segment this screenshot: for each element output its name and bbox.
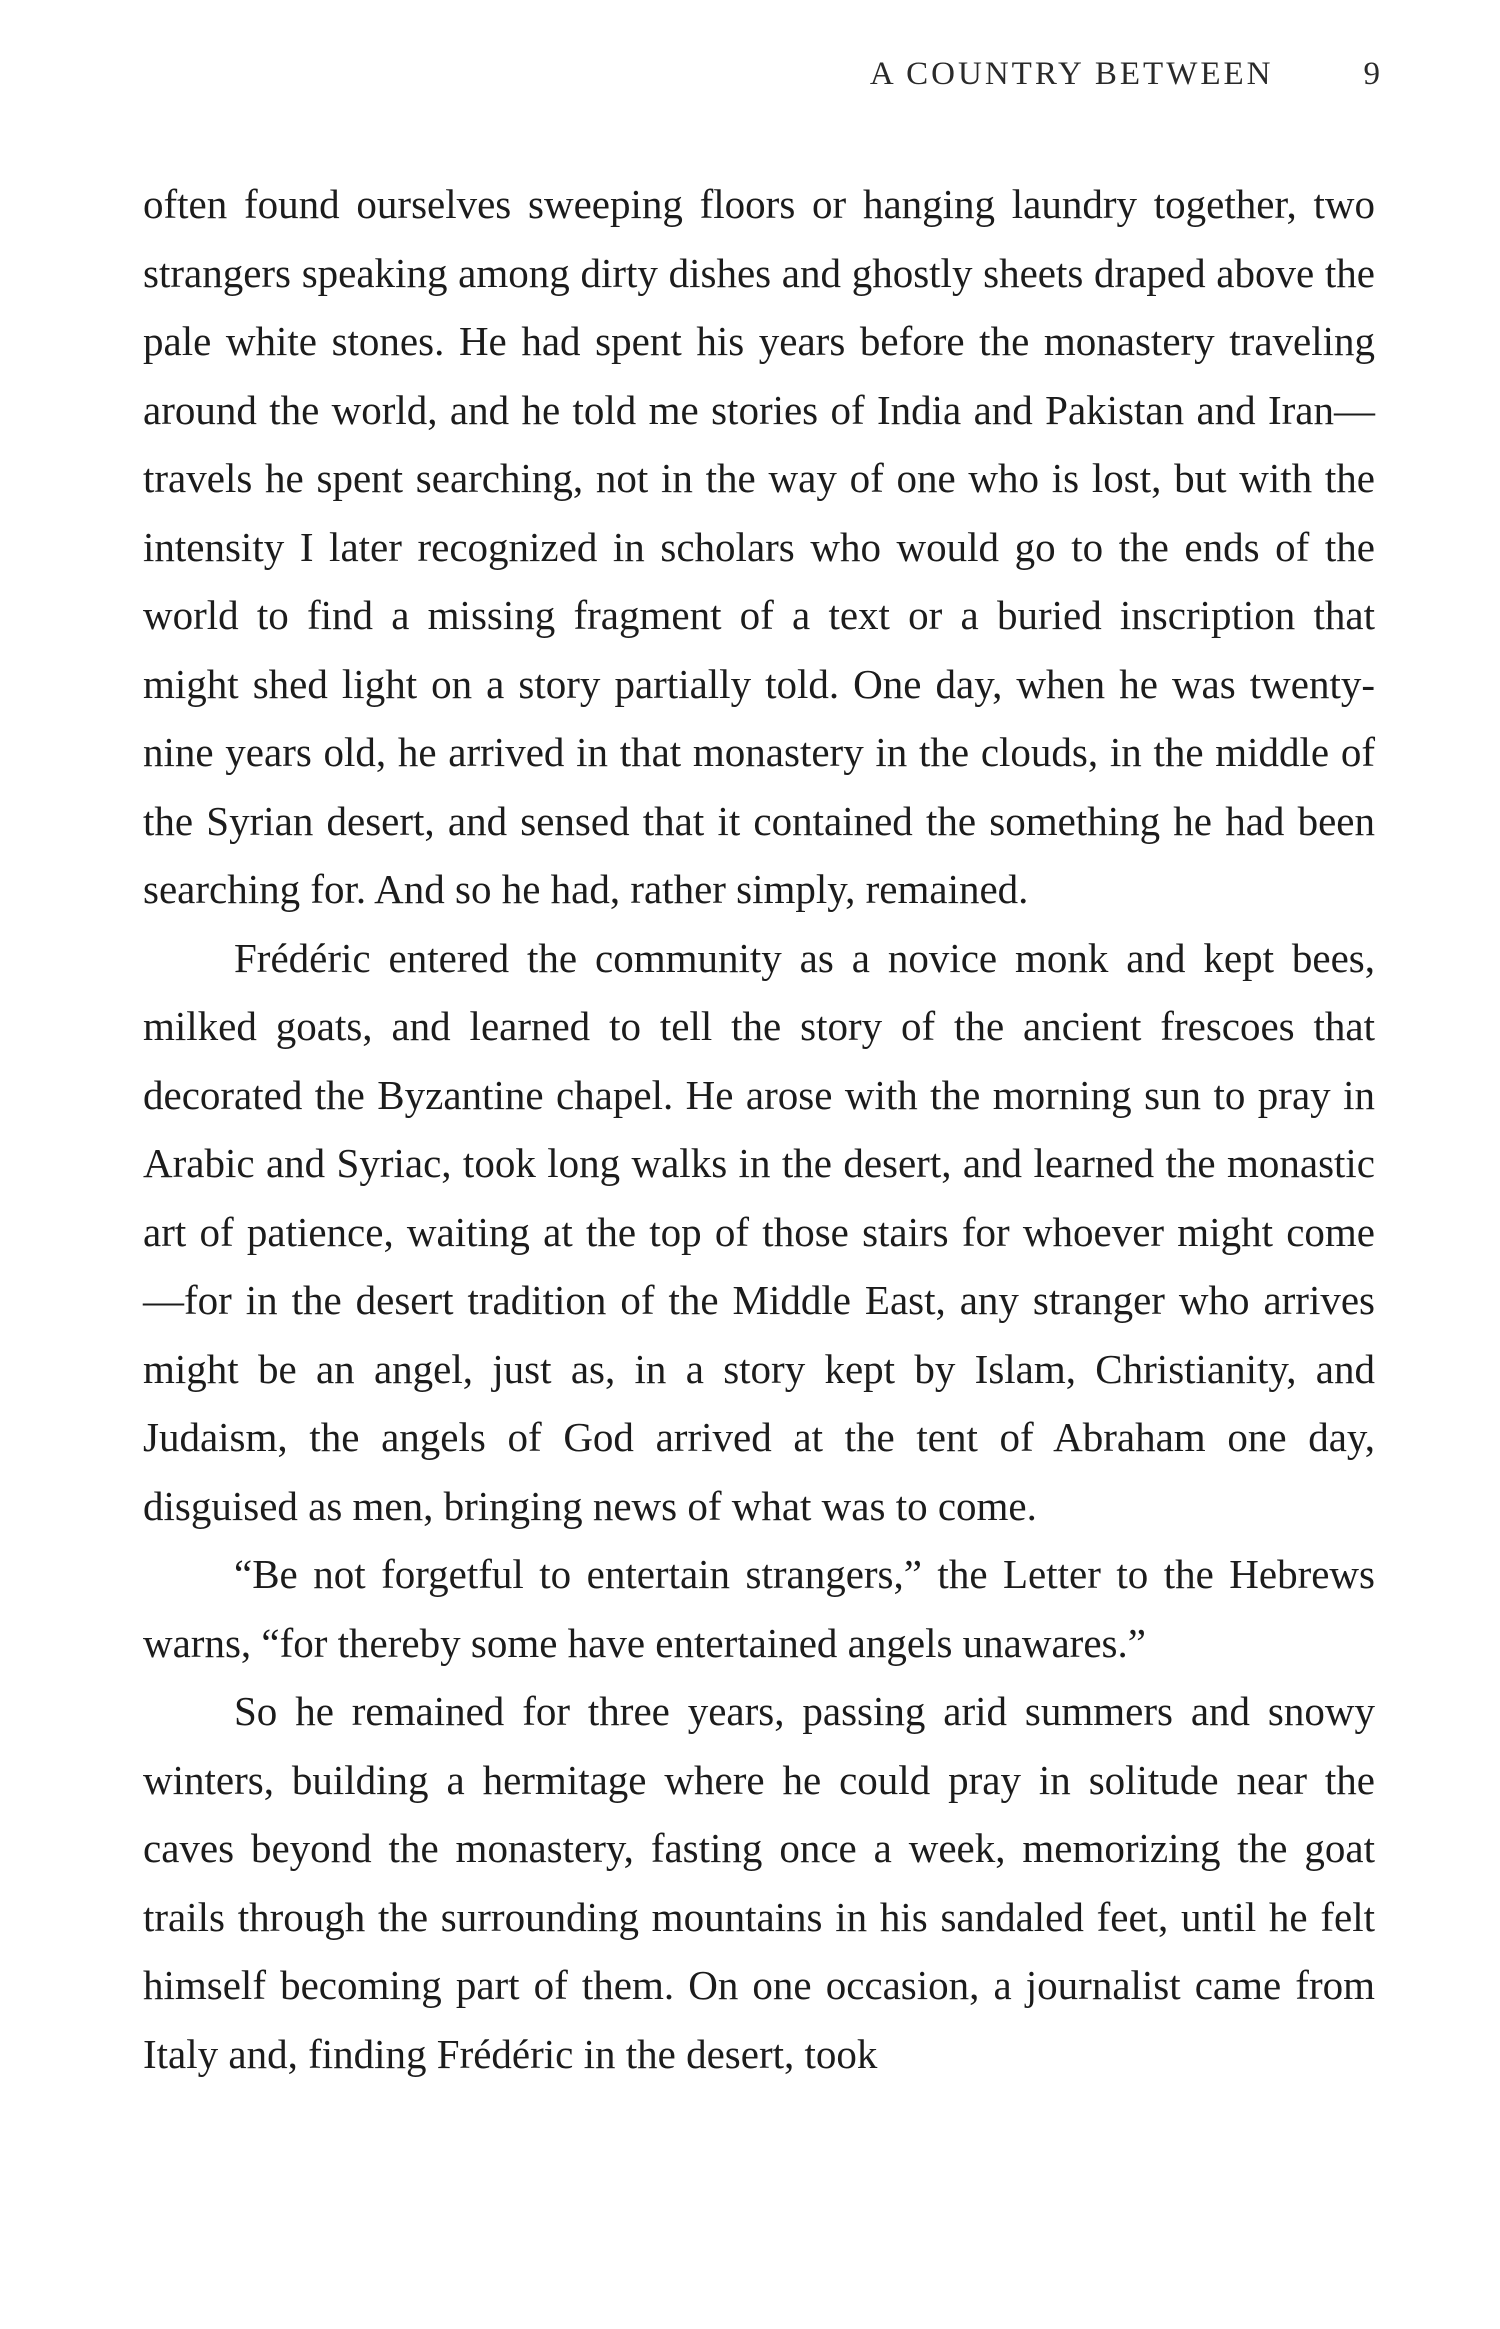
paragraph-2: Frédéric entered the community as a novice monk and kept bees, milked goats, and learned to tell the story of the ancient frescoes that decorated the Byzantine chapel. He arose with the morning sun to pray in Arabic and Syriac, took long walks in the desert, and learned the monastic art of patience, waiting at the top of those stairs for whoever might come—for in the desert tradition of the Middle East, any stranger who arrives might be an angel, just as, in a story kept by Islam, Christianity, and Judaism, the angels of God arrived at the tent of Abraham one day, disguised as men, bringing news of what was to come.	[143, 934, 1375, 1529]
paragraph-3: “Be not forgetful to entertain strangers,” the Letter to the Hebrews warns, “for thereby some have entertained angels unawares.”	[143, 1551, 1375, 1666]
paragraph-4: So he remained for three years, passing arid summers and snowy winters, building a hermitage where he could pray in solitude near the caves beyond the monastery, fasting once a week, memorizing the goat trails through the surrounding mountains in his sandaled feet, until he felt himself becoming part of them. On one occasion, a journalist came from Italy and, finding Frédéric in the desert, took	[143, 1688, 1375, 2077]
running-head-title: A COUNTRY BETWEEN	[869, 56, 1274, 92]
paragraph-1: often found ourselves sweeping floors or hanging laundry together, two strangers speaking among dirty dishes and ghostly sheets draped above the pale white stones. He had spent his years before the monastery traveling around the world, and he told me stories of India and Pakistan and Iran—travels he spent searching, not in the way of one who is lost, but with the intensity I later recognized in scholars who would go to the ends of the world to find a missing fragment of a text or a buried inscription that might shed light on a story partially told. One day, when he was twenty-nine years old, he arrived in that monastery in the clouds, in the middle of the Syrian desert, and sensed that it contained the something he had been searching for. And so he had, rather simply, remained.	[143, 181, 1375, 912]
running-head	[140, 56, 1380, 93]
body-text	[143, 170, 1375, 2088]
page-number: 9	[1363, 56, 1380, 92]
